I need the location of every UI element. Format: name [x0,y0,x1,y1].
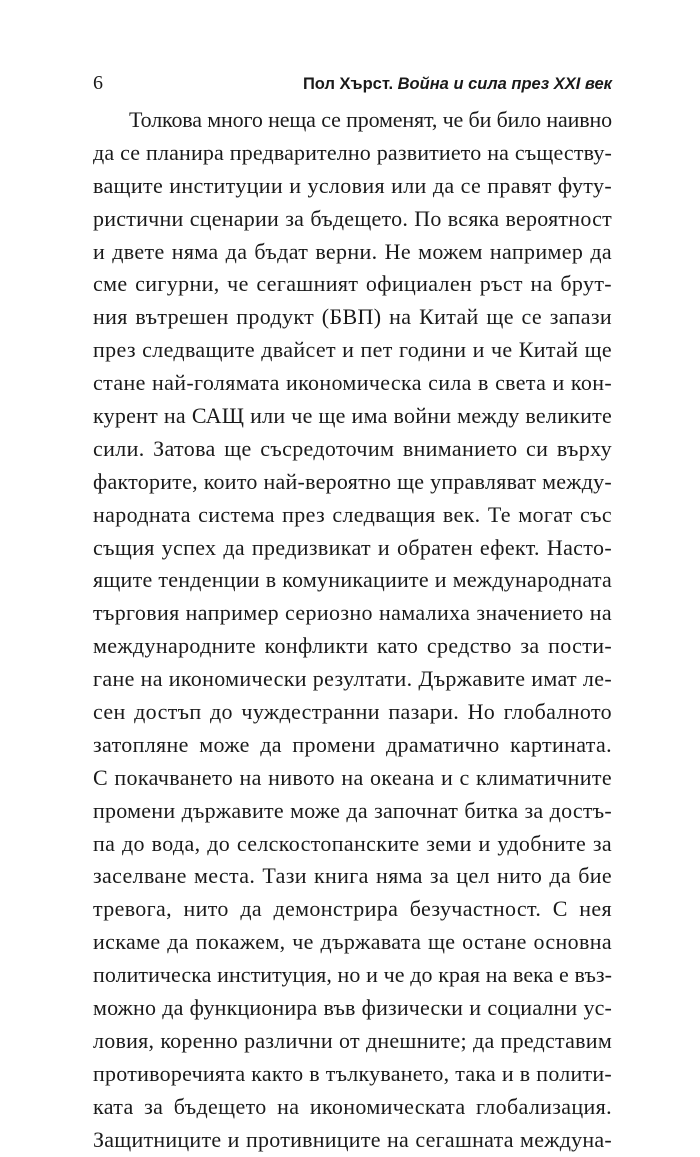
text-line: промени държавите може да започнат битка за достъ- [93,797,612,823]
page-number: 6 [93,72,103,94]
text-line: и двете няма да бъдат верни. Не можем например да [93,238,612,264]
text-line: тревога, нито да демонстрира безучастност. С нея [93,896,612,922]
text-line: стане най-голямата икономическа сила в света и кон- [93,370,612,396]
body-paragraph [93,104,612,1157]
text-line: заселване места. Тази книга няма за цел нито да бие [93,863,612,889]
text-line: ристични сценарии за бъдещето. По всяка вероятност [93,205,612,231]
header-title [303,75,612,94]
text-line: сме сигурни, че сегашният официален ръст на брут- [93,271,612,297]
text-line: факторите, които най-вероятно ще управляват между- [93,468,612,494]
text-line: ния вътрешен продукт (БВП) на Китай ще се запази [93,304,612,330]
text-line: политическа институция, но и че до края на века е въз- [93,962,612,988]
text-line: сили. Затова ще съсредоточим вниманието си върху [93,435,612,461]
text-line: същия успех да предизвикат и обратен ефект. Насто- [93,534,612,560]
text-line: ката за бъдещето на икономическата глобализация. [93,1093,612,1119]
text-line: ващите институции и условия или да се правят футу- [93,172,612,198]
text-line: С покачването на нивото на океана и с климатичните [93,764,612,790]
text-line: Толкова много неща се променят, че би било наивно [129,107,612,132]
running-head [93,72,612,100]
text-line: Защитниците и противниците на сегашната междуна- [93,1126,612,1152]
text-line: можно да функционира във физически и социални ус- [93,995,612,1021]
text-line: търговия например сериозно намалиха значението на [93,600,612,626]
text-line: ловия, коренно различни от днешните; да представим [93,1027,612,1053]
text-line: ящите тенденции в комуникациите и международната [93,567,612,593]
text-line: сен достъп до чуждестранни пазари. Но глобалното [93,699,612,725]
text-line: па до вода, до селскостопанските земи и удобните за [93,830,612,856]
text-line: гане на икономически резултати. Държавите имат ле- [93,666,612,692]
header-book-title: Война и сила през XXI век [397,75,612,93]
header-author: Пол Хърст. [302,75,394,93]
text-line: затопляне може да промени драматично картината. [93,731,612,757]
text-line: народната система през следващия век. Те могат със [93,501,612,527]
text-line: курент на САЩ или че ще има войни между великите [93,403,612,429]
text-line: противоречията както в тълкуването, така и в полити- [93,1060,612,1086]
text-line: международните конфликти като средство за пости- [93,633,612,659]
text-line: да се планира предварително развитието на съществу- [93,139,612,165]
text-line: през следващите двайсет и пет години и че Китай ще [93,337,612,363]
text-line: искаме да покажем, че държавата ще остане основна [93,929,612,955]
